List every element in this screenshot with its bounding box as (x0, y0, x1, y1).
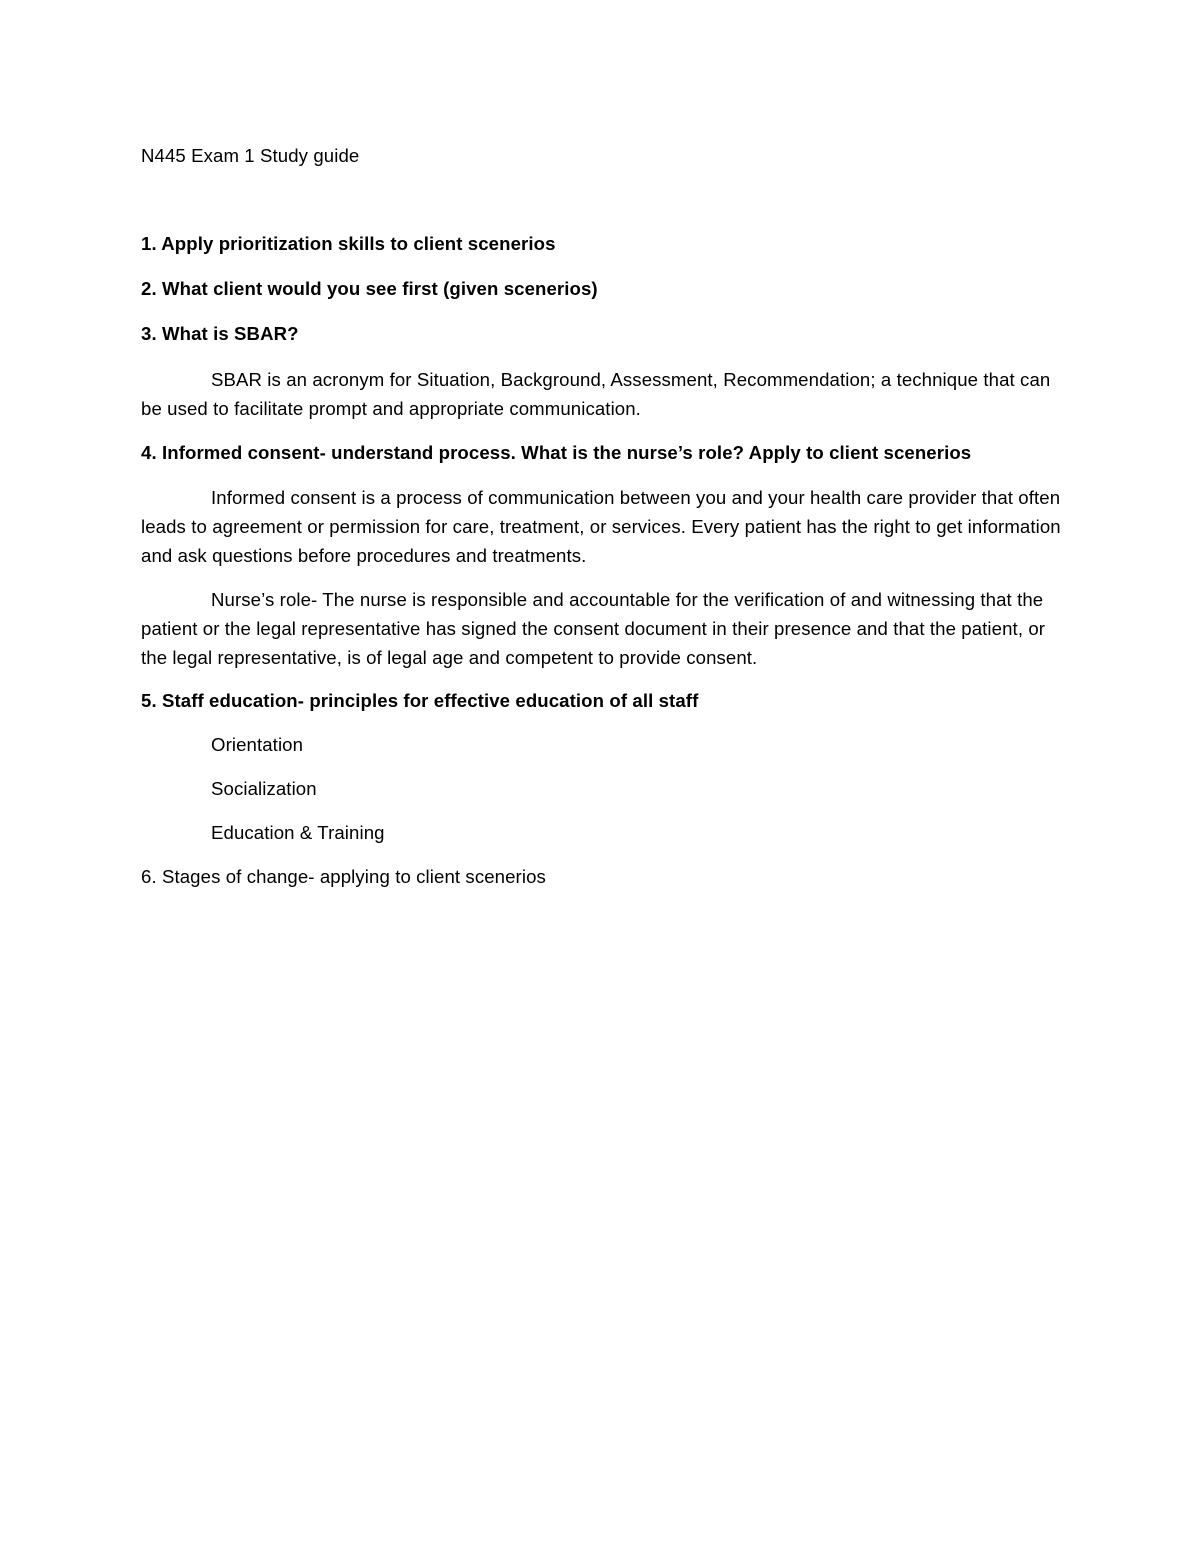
question-4: 4. Informed consent- understand process. What is the nurse’s role? Apply to client scenerios (141, 442, 972, 463)
list-item-education-training: Education & Training (211, 822, 385, 843)
document-title: N445 Exam 1 Study guide (141, 145, 360, 166)
answer-3-sbar: SBAR is an acronym for Situation, Background, Assessment, Recommendation; a technique that can be used to facilitate prompt and appropriate communication. (141, 369, 1051, 419)
question-5: 5. Staff education- principles for effective education of all staff (141, 690, 699, 711)
question-1: 1. Apply prioritization skills to client scenerios (141, 233, 556, 254)
question-3: 3. What is SBAR? (141, 323, 299, 344)
list-item-orientation: Orientation (211, 734, 304, 755)
question-6: 6. Stages of change- applying to client scenerios (141, 866, 546, 887)
question-2: 2. What client would you see first (given scenerios) (141, 278, 598, 299)
answer-4-nurse-role: Nurse’s role- The nurse is responsible and accountable for the verification of and witnessing that the patient or the legal representative has signed the consent document in their presence and that the patient, or the legal representative, is of legal age and competent to provide consent. (141, 589, 1046, 668)
answer-4-informed-consent: Informed consent is a process of communication between you and your health care provider that often leads to agreement or permission for care, treatment, or services. Every patient has the right to get information and ask questions before procedures and treatments. (141, 487, 1061, 566)
list-item-socialization: Socialization (211, 778, 317, 799)
document-body (141, 142, 1061, 891)
